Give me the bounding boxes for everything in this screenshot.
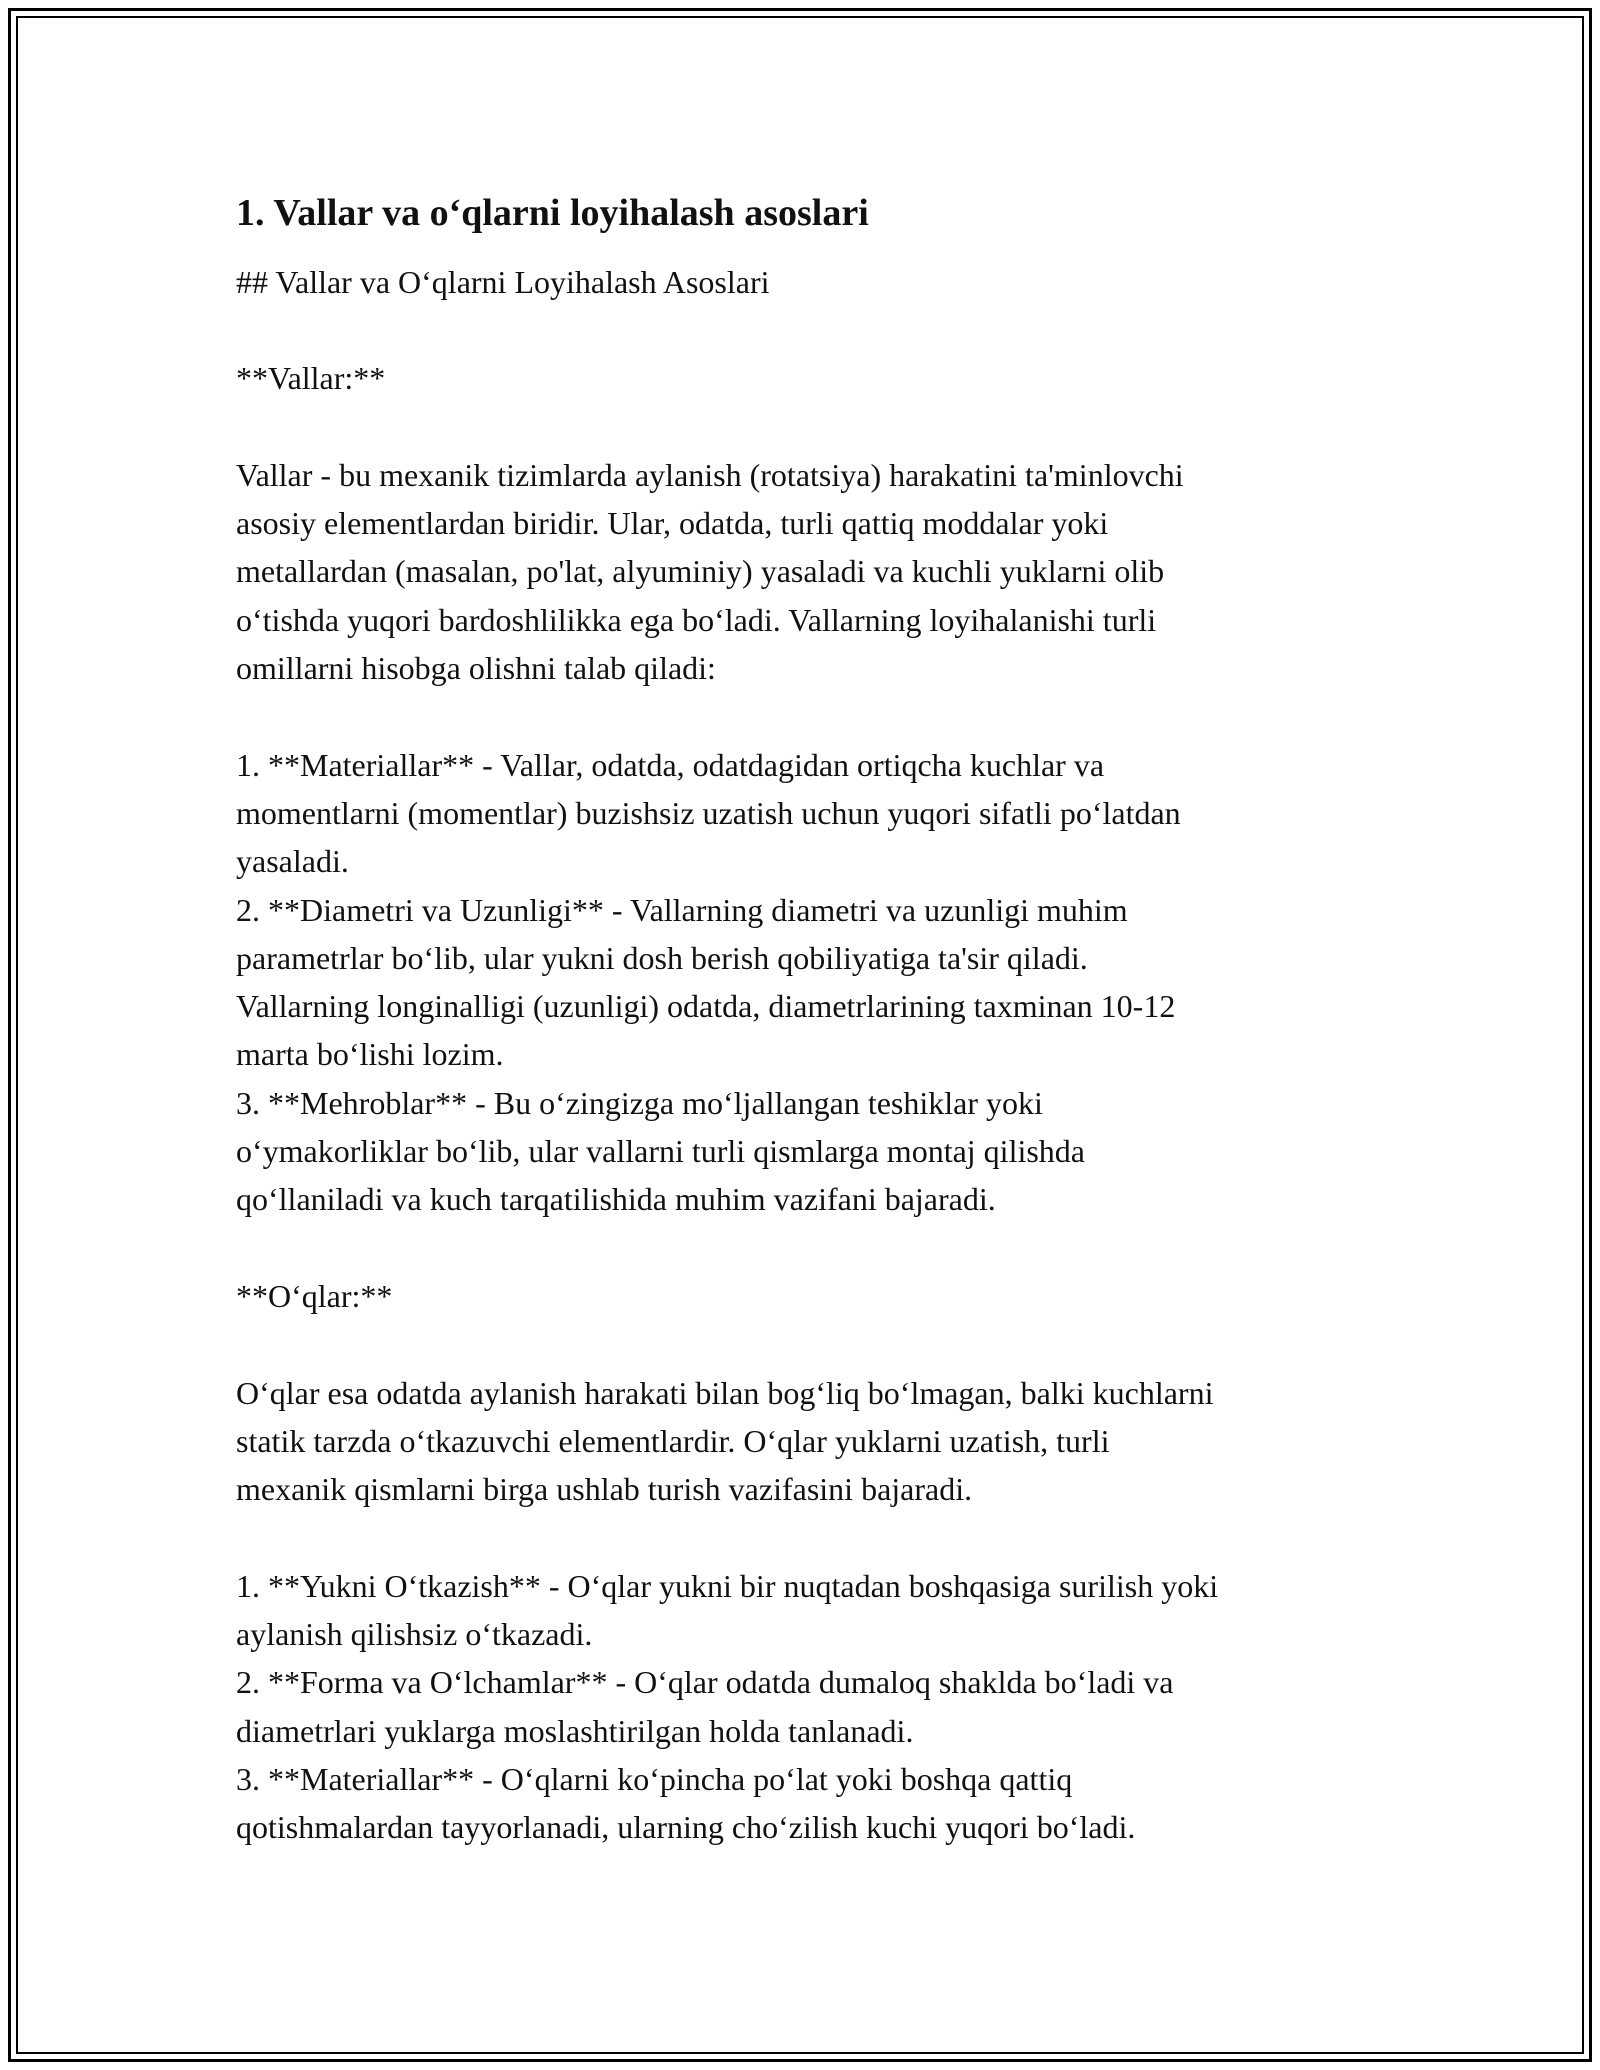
vallar-intro-paragraph: [236, 451, 1376, 692]
list-item-line: 1. **Yukni O‘tkazish** - O‘qlar yukni bir nuqtadan boshqasiga surilish yoki: [236, 1567, 1219, 1604]
blank-line: [236, 403, 1376, 451]
list-item-line: qo‘llaniladi va kuch tarqatilishida muhim vazifani bajaradi.: [236, 1181, 996, 1218]
blank-line: [236, 692, 1376, 740]
list-item-line: o‘ymakorliklar bo‘lib, ular vallarni turli qismlarga montaj qilishda: [236, 1133, 1085, 1170]
text-line: o‘tishda yuqori bardoshlilikka ega bo‘ladi. Vallarning loyihalanishi turli: [236, 601, 1157, 638]
list-item-line: 3. **Materiallar** - O‘qlarni ko‘pincha po‘lat yoki boshqa qattiq: [236, 1760, 1073, 1797]
list-item-line: 3. **Mehroblar** - Bu o‘zingizga mo‘ljallangan teshiklar yoki: [236, 1084, 1043, 1121]
text-line: asosiy elementlardan biridir. Ular, odatda, turli qattiq moddalar yoki: [236, 505, 1109, 542]
text-line: omillarni hisobga olishni talab qiladi:: [236, 650, 716, 687]
text-line: statik tarzda o‘tkazuvchi elementlardir. O‘qlar yuklarni uzatish, turli: [236, 1422, 1110, 1459]
oqlar-intro-paragraph: [236, 1369, 1376, 1514]
blank-line: [236, 1320, 1376, 1368]
blank-line: [236, 1224, 1376, 1272]
list-item-line: marta bo‘lishi lozim.: [236, 1036, 504, 1073]
list-item-line: parametrlar bo‘lib, ular yukni dosh berish qobiliyatiga ta'sir qiladi.: [236, 939, 1088, 976]
blank-line: [236, 1513, 1376, 1561]
list-item-line: yasaladi.: [236, 843, 349, 880]
list-item-line: 2. **Forma va O‘lchamlar** - O‘qlar odatda dumaloq shaklda bo‘ladi va: [236, 1664, 1174, 1701]
text-line: O‘qlar esa odatda aylanish harakati bilan bog‘liq bo‘lmagan, balki kuchlarni: [236, 1374, 1214, 1411]
text-line: mexanik qismlarni birga ushlab turish vazifasini bajaradi.: [236, 1471, 973, 1508]
text-line: Vallar - bu mexanik tizimlarda aylanish (rotatsiya) harakatini ta'minlovchi: [236, 456, 1184, 493]
oqlar-heading: **O‘qlar:**: [236, 1277, 393, 1314]
list-item-line: diametrlari yuklarga moslashtirilgan holda tanlanadi.: [236, 1712, 914, 1749]
oqlar-list: [236, 1562, 1376, 1852]
vallar-heading: **Vallar:**: [236, 360, 386, 397]
document-body: [236, 186, 1376, 1852]
document-title: 1. Vallar va o‘qlarni loyihalash asoslari: [236, 192, 869, 234]
list-item-line: Vallarning longinalligi (uzunligi) odatda, diametrlarining taxminan 10-12: [236, 988, 1176, 1025]
vallar-list: [236, 741, 1376, 1224]
blank-line: [236, 306, 1376, 354]
list-item-line: 1. **Materiallar** - Vallar, odatda, odatdagidan ortiqcha kuchlar va: [236, 746, 1105, 783]
list-item-line: 2. **Diametri va Uzunligi** - Vallarning diametri va uzunligi muhim: [236, 891, 1128, 928]
text-line: metallardan (masalan, po'lat, alyuminiy) yasaladi va kuchli yuklarni olib: [236, 553, 1165, 590]
list-item-line: momentlarni (momentlar) buzishsiz uzatish uchun yuqori sifatli po‘latdan: [236, 794, 1181, 831]
list-item-line: aylanish qilishsiz o‘tkazadi.: [236, 1616, 593, 1653]
list-item-line: qotishmalardan tayyorlanadi, ularning cho‘zilish kuchi yuqori bo‘ladi.: [236, 1809, 1136, 1846]
markdown-subheading: ## Vallar va O‘qlarni Loyihalash Asoslari: [236, 264, 770, 300]
